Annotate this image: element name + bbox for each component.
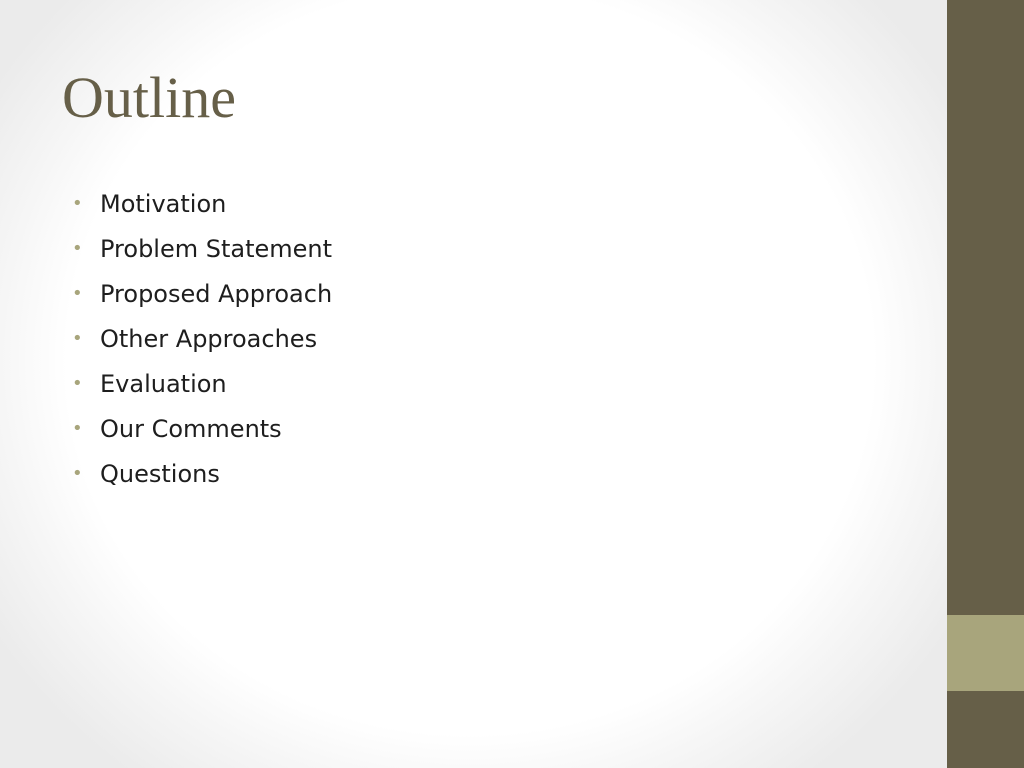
bullet-icon: • <box>72 418 83 439</box>
bullet-icon: • <box>72 238 83 259</box>
bullet-icon: • <box>72 193 83 214</box>
bullet-icon: • <box>72 283 83 304</box>
bullet-text: Evaluation <box>100 370 227 398</box>
bullet-icon: • <box>72 373 83 394</box>
bullet-text: Other Approaches <box>100 325 318 353</box>
bullet-icon: • <box>72 463 83 484</box>
bullet-text: Proposed Approach <box>100 280 333 308</box>
bullet-text: Problem Statement <box>100 235 333 263</box>
slide-title: Outline <box>62 65 236 130</box>
bullet-icon: • <box>72 328 83 349</box>
bullet-text: Motivation <box>100 190 227 218</box>
side-accent <box>947 615 1024 691</box>
bullet-text: Questions <box>100 460 220 488</box>
bullet-text: Our Comments <box>100 415 282 443</box>
